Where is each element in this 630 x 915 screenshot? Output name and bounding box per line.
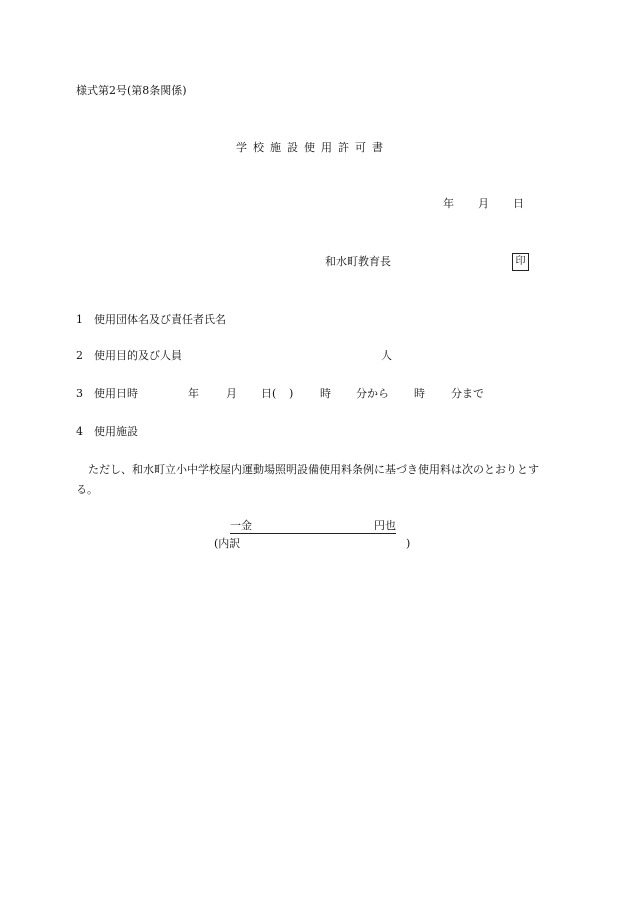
- datetime-minute-until: 分まで: [451, 387, 484, 400]
- title-char: 書: [372, 141, 383, 154]
- datetime-hour-end: 時: [414, 387, 425, 400]
- item-datetime: [76, 387, 556, 401]
- fee-amount-line: [230, 519, 396, 534]
- datetime-month: 月: [226, 387, 237, 400]
- item-applicant: [76, 313, 226, 327]
- title-char: 可: [355, 141, 366, 154]
- datetime-day-open: 日(: [261, 387, 277, 400]
- issue-date: [443, 197, 524, 211]
- issuer-name: 和水町教育長: [325, 255, 391, 268]
- people-unit: 人: [381, 349, 392, 362]
- date-year: 年: [443, 197, 454, 210]
- seal-mark: 印: [512, 253, 529, 271]
- item-facility: [76, 425, 138, 439]
- proviso-text: ただし、和水町立小中学校屋内運動場照明設備使用料条例に基づき使用料は次のとおりとする。: [76, 463, 539, 496]
- date-month: 月: [478, 197, 489, 210]
- title-char: 用: [321, 141, 332, 154]
- title-char: 校: [253, 141, 264, 154]
- item-label: 使用団体名及び責任者氏名: [94, 313, 226, 326]
- item-label: 使用日時: [94, 387, 138, 400]
- title-char: 使: [304, 141, 315, 154]
- fee-breakdown-open: (内訳: [214, 537, 241, 550]
- item-number: 2: [76, 349, 83, 362]
- datetime-paren-close: ): [289, 387, 294, 400]
- title-char: 学: [236, 141, 247, 154]
- item-label: 使用目的及び人員: [94, 349, 182, 362]
- title-char: 施: [270, 141, 281, 154]
- item-number: 4: [76, 425, 83, 438]
- item-number: 1: [76, 313, 83, 326]
- fee-breakdown-close: ): [406, 537, 411, 550]
- item-purpose: [76, 349, 392, 363]
- form-number: 様式第2号(第8条関係): [76, 84, 187, 97]
- fee-prefix: 一金: [230, 519, 252, 532]
- item-number: 3: [76, 387, 83, 400]
- date-day: 日: [513, 197, 524, 210]
- title-char: 許: [338, 141, 349, 154]
- document-title: [236, 141, 389, 155]
- title-char: 設: [287, 141, 298, 154]
- datetime-hour-start: 時: [320, 387, 331, 400]
- fee-suffix: 円也: [374, 519, 396, 532]
- datetime-minute-from: 分から: [356, 387, 389, 400]
- datetime-year: 年: [188, 387, 199, 400]
- item-label: 使用施設: [94, 425, 138, 438]
